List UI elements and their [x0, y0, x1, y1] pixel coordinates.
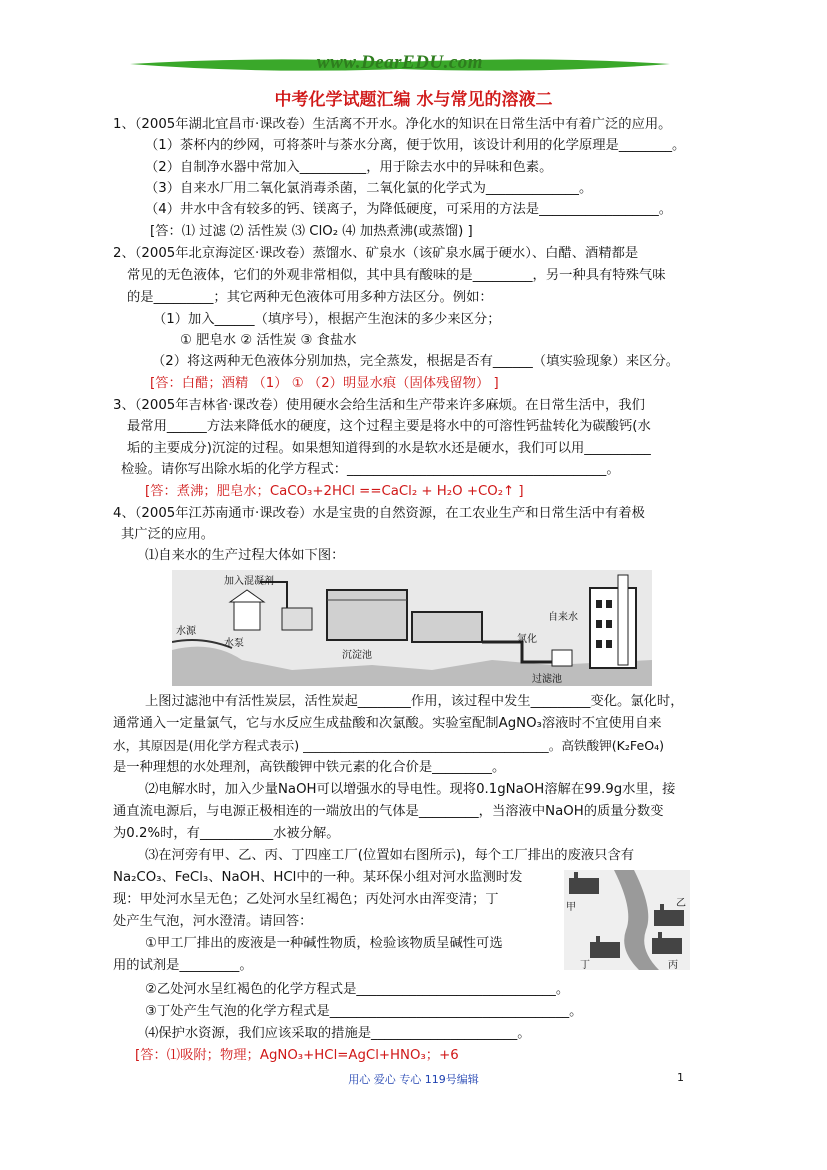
q4-part3-3: 现：甲处河水呈无色；乙处河水呈红褐色；丙处河水由浑变清；丁 — [113, 892, 499, 907]
page-footer: 用心 爱心 专心 119号编辑 — [348, 1073, 479, 1086]
q1-part3: （3）自来水厂用二氧化氯消毒杀菌，二氧化氯的化学式为______________。 — [145, 181, 593, 196]
label-jia: 甲 — [566, 902, 576, 913]
label-yi: 乙 — [676, 898, 686, 909]
q4-part3-1: ⑶在河旁有甲、乙、丙、丁四座工厂(位置如右图所示)，每个工厂排出的废液只含有 — [145, 848, 635, 863]
q4-part3-4: 处产生气泡，河水澄清。请回答： — [113, 914, 313, 929]
q4-part3-2: Na₂CO₃、FeCl₃、NaOH、HCl中的一种。某环保小组对河水监测时发 — [113, 870, 523, 885]
q3-stem-3: 垢的主要成分)沉淀的过程。如果想知道得到的水是软水还是硬水，我们可以用__________ — [127, 441, 651, 456]
q3-stem-4: 检验。请你写出除水垢的化学方程式：_______________________________________。 — [121, 462, 620, 477]
label-filter: 过滤池 — [532, 674, 562, 685]
label-source: 水源 — [176, 626, 196, 637]
q4-part2-3: 为0.2%时，有___________水被分解。 — [113, 826, 340, 841]
label-sediment: 沉淀池 — [342, 650, 372, 661]
factories-diagram — [564, 870, 690, 970]
q4-stem: 4、（2005年江苏南通市·课改卷）水是宝贵的自然资源，在工农业生产和日常生活中有着极 — [113, 506, 645, 521]
q4-part1-intro: ⑴自来水的生产过程大体如下图： — [145, 548, 345, 563]
q3-stem: 3、（2005年吉林省·课改卷）使用硬水会给生活和生产带来许多麻烦。在日常生活中，我们 — [113, 398, 645, 413]
q2-part1: （1）加入______（填序号），根据产生泡沫的多少来区分； — [153, 312, 501, 327]
q4-part3-8: ③丁处产生气泡的化学方程式是____________________________________。 — [145, 1004, 583, 1019]
q1-part2: （2）自制净水器中常加入__________，用于除去水中的异味和色素。 — [145, 160, 553, 175]
q4-stem-2: 其广泛的应用。 — [121, 527, 215, 542]
q1-part1: （1）茶杯内的纱网，可将茶叶与茶水分离，便于饮用，该设计利用的化学原理是________。 — [145, 138, 686, 153]
q4-text-3: 水，其原因是(用化学方程式表示) _______________________________________。高铁酸钾(K₂FeO₄) — [113, 738, 665, 753]
q4-text-1: 上图过滤池中有活性炭层，活性炭起________作用，该过程中发生_________变化。氯化时， — [145, 694, 684, 709]
page-number: 1 — [677, 1071, 684, 1084]
page-title: 中考化学试题汇编 水与常见的溶液二 — [274, 90, 553, 110]
q2-answer: [答：白醋；酒精 （1） ① （2）明显水痕（固体残留物） ] — [150, 376, 499, 391]
label-coagulant: 加入混凝剂 — [224, 576, 274, 587]
label-tapwater: 自来水 — [548, 612, 578, 623]
q4-part2-1: ⑵电解水时，加入少量NaOH可以增强水的导电性。现将0.1gNaOH溶解在99.9g水里，接 — [145, 782, 676, 797]
q4-answer: [答：⑴吸附；物理；AgNO₃+HCl=AgCl+HNO₃；+6 — [135, 1048, 459, 1063]
q4-part2-2: 通直流电源后，与电源正极相连的一端放出的气体是_________，当溶液中NaOH的质量分数变 — [113, 804, 664, 819]
q2-stem-2: 常见的无色液体，它们的外观非常相似，其中具有酸味的是_________，另一种具有特殊气味 — [127, 268, 666, 283]
label-ding: 丁 — [580, 960, 590, 971]
q1-answer: [答：⑴ 过滤 ⑵ 活性炭 ⑶ ClO₂ ⑷ 加热煮沸(或蒸馏) ] — [150, 224, 473, 239]
q4-text-2: 通常通入一定量氯气，它与水反应生成盐酸和次氯酸。实验室配制AgNO₃溶液时不宜使用自来 — [113, 716, 662, 731]
q1-stem: 1、（2005年湖北宜昌市·课改卷）生活离不开水。净化水的知识在日常生活中有着广泛的应用。 — [113, 117, 672, 132]
site-url[interactable]: www.DearEDU.com — [316, 52, 484, 73]
water-treatment-diagram — [172, 570, 652, 686]
site-header — [120, 50, 680, 80]
q4-part3-5: ①甲工厂排出的废液是一种碱性物质，检验该物质呈碱性可选 — [145, 936, 503, 951]
q3-stem-2: 最常用______方法来降低水的硬度，这个过程主要是将水中的可溶性钙盐转化为碳酸钙(水 — [127, 419, 651, 434]
q4-part3-7: ②乙处河水呈红褐色的化学方程式是______________________________。 — [145, 982, 570, 997]
label-pump: 水泵 — [224, 638, 244, 649]
water-treatment-figure — [172, 570, 652, 686]
q4-part3-6: 用的试剂是_________。 — [113, 958, 253, 973]
label-chlorine: 氯化 — [517, 634, 537, 645]
q2-stem: 2、（2005年北京海淀区·课改卷）蒸馏水、矿泉水（该矿泉水属于硬水）、白醋、酒精都是 — [113, 246, 639, 261]
label-bing: 丙 — [668, 960, 678, 971]
q4-part4: ⑷保护水资源，我们应该采取的措施是______________________。 — [145, 1026, 531, 1041]
q2-part2: （2）将这两种无色液体分别加热，完全蒸发，根据是否有______（填实验现象）来区分。 — [152, 354, 680, 369]
q3-answer: [答：煮沸；肥皂水；CaCO₃+2HCl ==CaCl₂ + H₂O +CO₂↑ ] — [145, 484, 524, 499]
factories-figure — [564, 870, 690, 970]
q2-stem-3: 的是_________；其它两种无色液体可用多种方法区分。例如： — [127, 290, 493, 305]
q1-part4: （4）井水中含有较多的钙、镁离子，为降低硬度，可采用的方法是__________________。 — [145, 202, 673, 217]
q4-text-4: 是一种理想的水处理剂，高铁酸钾中铁元素的化合价是_________。 — [113, 760, 506, 775]
q2-options: ① 肥皂水 ② 活性炭 ③ 食盐水 — [180, 333, 357, 348]
